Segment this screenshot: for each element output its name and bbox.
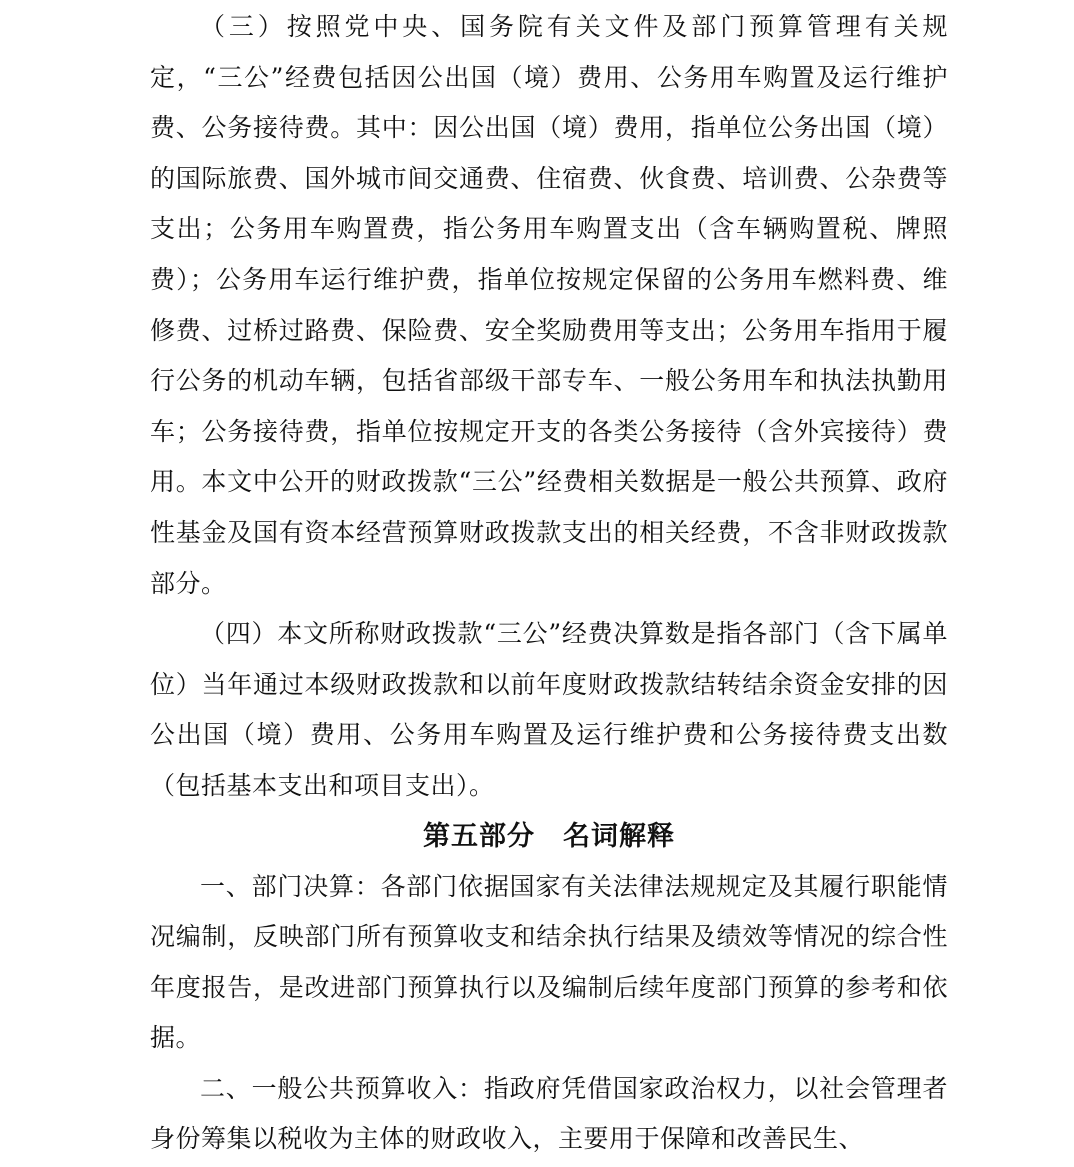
document-page (150, 0, 948, 1165)
section-title: 第五部分 名词解释 (423, 820, 675, 852)
paragraph-four-final-accounts: （四）本文所称财政拨款“三公”经费决算数是指各部门（含下属单位）当年通过本级财政拨款和以前年度财政拨款结转结余资金安排的因公出国（境）费用、公务用车购置及运行维护费和公务接待费支出数（包括基本支出和项目支出）。 (150, 619, 948, 800)
definition-department-final-accounts: 一、部门决算：各部门依据国家有关法律法规规定及其履行职能情况编制，反映部门所有预算收支和结余执行结果及绩效等情况的综合性年度报告，是改进部门预算执行以及编制后续年度部门预算的参考和依据。 (150, 871, 948, 1053)
section-heading (150, 812, 948, 862)
definition-general-public-budget-revenue: 二、一般公共预算收入：指政府凭借国家政治权力，以社会管理者身份筹集以税收为主体的财政收入，主要用于保障和改善民生、 (150, 1073, 948, 1154)
paragraph-three-public-expenses: （三）按照党中央、国务院有关文件及部门预算管理有关规定，“三公”经费包括因公出国（境）费用、公务用车购置及运行维护费、公务接待费。其中：因公出国（境）费用，指单位公务出国（境）的国际旅费、国外城市间交通费、住宿费、伙食费、培训费、公杂费等支出；公务用车购置费，指公务用车购置支出（含车辆购置税、牌照费）；公务用车运行维护费，指单位按规定保留的公务用车燃料费、维修费、过桥过路费、保险费、安全奖励费用等支出；公务用车指用于履行公务的机动车辆，包括省部级干部专车、一般公务用车和执法执勤用车；公务接待费，指单位按规定开支的各类公务接待（含外宾接待）费用。本文中公开的财政拨款“三公”经费相关数据是一般公共预算、政府性基金及国有资本经营预算财政拨款支出的相关经费，不含非财政拨款部分。 (150, 12, 948, 598)
